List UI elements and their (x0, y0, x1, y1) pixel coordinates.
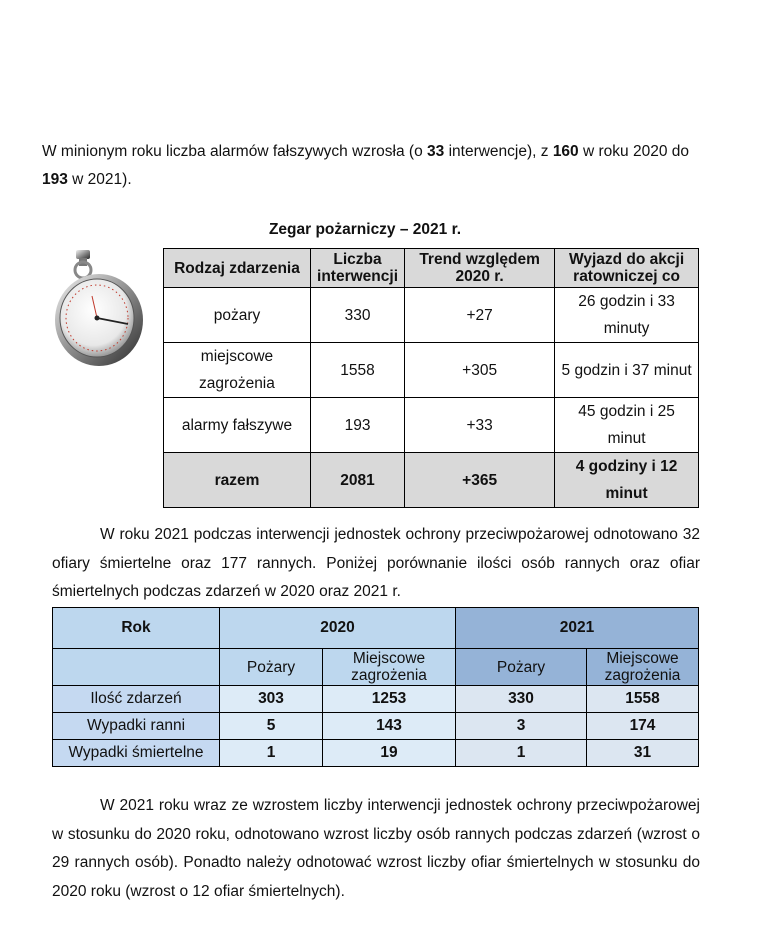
clock-table-row (164, 288, 699, 343)
event-type-cell: miejscowe zagrożenia (164, 343, 311, 398)
total-label-cell: razem (164, 453, 311, 508)
comparison-year-row (53, 608, 699, 649)
intro-bold-1: 33 (427, 143, 445, 160)
comparison-table (52, 607, 699, 767)
clock-table-caption: Zegar pożarniczy – 2021 r. (268, 221, 462, 238)
stopwatch-icon (52, 246, 148, 370)
trend-cell: +305 (405, 343, 555, 398)
total-trend-cell: +365 (405, 453, 555, 508)
value-cell: 31 (587, 740, 699, 767)
comparison-row (53, 686, 699, 713)
value-cell: 3 (456, 713, 587, 740)
value-cell: 1 (220, 740, 323, 767)
clock-table-header-row (164, 249, 699, 288)
value-cell: 1 (456, 740, 587, 767)
value-cell: 143 (323, 713, 456, 740)
value-cell: 19 (323, 740, 456, 767)
subheader-local-threats-2021: Miejscowe zagrożenia (587, 649, 699, 686)
interval-cell: 45 godzin i 25 minut (555, 398, 699, 453)
event-type-cell: pożary (164, 288, 311, 343)
total-interval-cell: 4 godziny i 12 minut (555, 453, 699, 508)
value-cell: 303 (220, 686, 323, 713)
value-cell: 1253 (323, 686, 456, 713)
clock-table-row (164, 398, 699, 453)
clock-table-total-row (164, 453, 699, 508)
count-cell: 330 (310, 288, 404, 343)
row-label: Ilość zdarzeń (53, 686, 220, 713)
trend-cell: +27 (405, 288, 555, 343)
value-cell: 330 (456, 686, 587, 713)
clock-table-row (164, 343, 699, 398)
clock-header-type: Rodzaj zdarzenia (164, 249, 311, 288)
empty-subheader-cell (53, 649, 220, 686)
comparison-row (53, 713, 699, 740)
value-cell: 5 (220, 713, 323, 740)
intro-text-1: W minionym roku liczba alarmów fałszywych wzrosła (o (42, 143, 428, 160)
row-label: Wypadki śmiertelne (53, 740, 220, 767)
intro-bold-3: 193 (42, 171, 68, 188)
interval-cell: 5 godzin i 37 minut (555, 343, 699, 398)
value-cell: 1558 (587, 686, 699, 713)
subheader-local-threats-2020: Miejscowe zagrożenia (323, 649, 456, 686)
summary-paragraph: W 2021 roku wraz ze wzrostem liczby interwencji jednostek ochrony przeciwpożarowej w stosunku do 2020 roku, odnotowano wzrost liczby osób rannych podczas zdarzeń (wzrost o 29 rannych osób). Ponadto należy odnotować wzrost liczby ofiar śmiertelnych w stosunku do 2020 roku (wzrost o 12 ofiar śmiertelnych). (52, 797, 700, 900)
count-cell: 1558 (310, 343, 404, 398)
rok-header: Rok (53, 608, 220, 649)
clock-header-count: Liczba interwencji (310, 249, 404, 288)
year-2020-header: 2020 (220, 608, 456, 649)
comparison-row (53, 740, 699, 767)
clock-header-interval: Wyjazd do akcji ratowniczej co (555, 249, 699, 288)
row-label: Wypadki ranni (53, 713, 220, 740)
total-count-cell: 2081 (310, 453, 404, 508)
year-2021-header: 2021 (456, 608, 699, 649)
clock-header-trend: Trend względem 2020 r. (405, 249, 555, 288)
event-type-cell: alarmy fałszywe (164, 398, 311, 453)
intro-text-3: w roku 2020 do (578, 143, 689, 160)
intro-text-2: interwencje), z (444, 143, 553, 160)
comparison-subheader-row (53, 649, 699, 686)
subheader-fires-2020: Pożary (220, 649, 323, 686)
casualties-intro-paragraph: W roku 2021 podczas interwencji jednostek ochrony przeciwpożarowej odnotowano 32 ofiary śmiertelne oraz 177 rannych. Poniżej porównanie ilości osób rannych oraz ofiar śmiertelnych podczas zdarzeń w 2020 oraz 2021 r. (52, 526, 700, 600)
clock-table (163, 248, 699, 508)
count-cell: 193 (310, 398, 404, 453)
trend-cell: +33 (405, 398, 555, 453)
intro-bold-2: 160 (552, 143, 579, 160)
interval-cell: 26 godzin i 33 minuty (555, 288, 699, 343)
subheader-fires-2021: Pożary (456, 649, 587, 686)
intro-paragraph (42, 138, 698, 194)
value-cell: 174 (587, 713, 699, 740)
intro-text-4: w 2021). (67, 171, 132, 188)
